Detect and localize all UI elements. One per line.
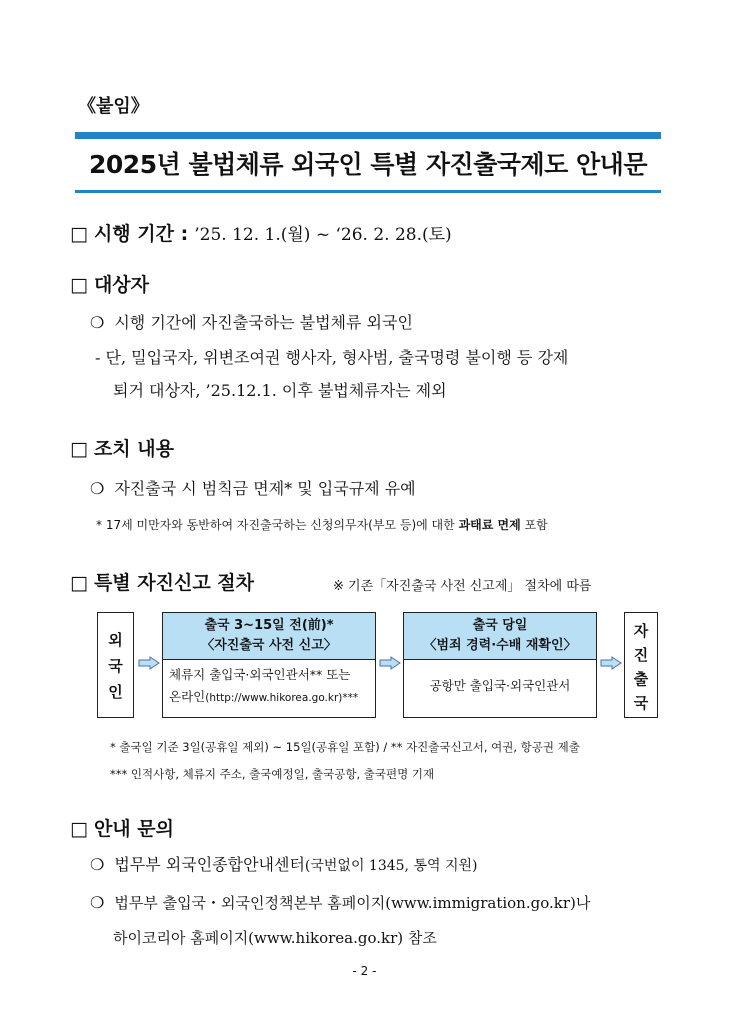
measures-note-suffix: 포함 xyxy=(524,518,548,532)
foreigner-box xyxy=(97,612,134,718)
arrow-right-icon xyxy=(600,656,622,670)
step-departure-day-body: 공항만 출입국·외국인관서 xyxy=(429,678,571,693)
checkbox-icon: □ xyxy=(70,274,88,296)
step-pre-report-title: 출국 3~15일 전(前)* xyxy=(204,618,334,633)
checkbox-icon: □ xyxy=(70,572,88,594)
step-pre-report-online: 온라인 xyxy=(169,689,206,704)
step-pre-report-body xyxy=(163,660,375,713)
step-pre-report-body-line2 xyxy=(169,686,369,709)
arrow-right-icon xyxy=(379,656,401,670)
procedure-reference: ※ 기존「자진출국 사전 신고제」 절차에 따름 xyxy=(333,579,592,594)
targets-item xyxy=(90,310,413,336)
procedure-footnote-1: * 출국일 기준 3일(공휴일 제외) ~ 15일(공휴일 포함) / ** 자진출국신고서, 여권, 항공권 제출 xyxy=(110,740,580,754)
step-departure-day-title: 출국 당일 xyxy=(472,618,528,633)
measures-note-bold: 과태료 면제 xyxy=(458,518,521,532)
self-departure-char: 출 xyxy=(633,670,649,688)
targets-exclusion-line1: - 단, 밀입국자, 위변조여권 행사자, 형사범, 출국명령 불이행 등 강제 xyxy=(95,348,569,367)
section-period xyxy=(70,221,452,248)
inquiry-item-2-line2: 하이코리아 홈페이지(www.hikorea.go.kr) 참조 xyxy=(113,929,437,947)
checkbox-icon: □ xyxy=(70,818,88,840)
targets-exclusion-line2: 퇴거 대상자, ’25.12.1. 이후 불법체류자는 제외 xyxy=(113,381,447,400)
targets-item-text: 시행 기간에 자진출국하는 불법체류 외국인 xyxy=(114,313,413,332)
measures-heading: 조치 내용 xyxy=(93,438,174,460)
step-departure-day-header xyxy=(404,613,596,660)
section-measures xyxy=(70,436,174,462)
checkbox-icon: □ xyxy=(70,223,88,245)
step-departure-day-box xyxy=(403,612,597,718)
page-number: - 2 - xyxy=(352,964,377,978)
period-value: ’25. 12. 1.(월) ~ ‘26. 2. 28.(토) xyxy=(194,225,452,245)
bullet-icon: ❍ xyxy=(90,855,105,874)
attachment-label: 《붙임》 xyxy=(78,96,149,117)
period-heading: 시행 기간 : xyxy=(93,223,189,245)
bullet-icon: ❍ xyxy=(90,479,105,498)
foreigner-char: 인 xyxy=(108,683,123,701)
targets-heading: 대상자 xyxy=(93,274,150,296)
inquiry-item-1-paren: (국번없이 1345, 통역 지원) xyxy=(304,858,478,874)
section-targets xyxy=(70,272,149,298)
step-pre-report-url: (http://www.hikorea.go.kr)*** xyxy=(205,692,359,704)
self-departure-char: 국 xyxy=(633,694,649,712)
step-pre-report-subtitle: 〈자진출국 사전 신고〉 xyxy=(201,638,337,653)
bullet-icon: ❍ xyxy=(90,893,105,912)
measures-item xyxy=(90,476,416,502)
step-pre-report-box xyxy=(162,612,376,718)
arrow-right-icon xyxy=(138,656,160,670)
foreigner-char: 국 xyxy=(108,657,123,675)
inquiry-item-1-main: 법무부 외국인종합안내센터 xyxy=(114,855,305,874)
bullet-icon: ❍ xyxy=(90,313,105,332)
title-bottom-bar xyxy=(75,190,661,193)
step-departure-day-subtitle: 〈범죄 경력·수배 재확인〉 xyxy=(423,638,577,653)
section-inquiry xyxy=(70,816,174,842)
measures-note-prefix: * 17세 미만자와 동반하여 자진출국하는 신청의무자(부모 등)에 대한 xyxy=(96,518,455,532)
measures-item-text: 자진출국 시 범칙금 면제* 및 입국규제 유예 xyxy=(114,479,416,498)
inquiry-heading: 안내 문의 xyxy=(93,818,174,840)
procedure-heading: 특별 자진신고 절차 xyxy=(93,572,255,594)
inquiry-item-1 xyxy=(90,852,477,879)
inquiry-item-2-line1: 법무부 출입국・외국인정책본부 홈페이지(www.immigration.go.kr)나 xyxy=(114,894,591,912)
checkbox-icon: □ xyxy=(70,438,88,460)
procedure-footnote-2: *** 인적사항, 체류지 주소, 출국예정일, 출국공항, 출국편명 기재 xyxy=(110,767,435,781)
foreigner-char: 외 xyxy=(108,631,123,649)
section-procedure xyxy=(70,570,254,596)
page-title: 2025년 불법체류 외국인 특별 자진출국제도 안내문 xyxy=(89,150,647,179)
step-pre-report-body-line1: 체류지 출입국·외국인관서** 또는 xyxy=(169,667,351,682)
self-departure-box xyxy=(624,612,658,718)
self-departure-char: 자 xyxy=(633,622,649,640)
self-departure-char: 진 xyxy=(633,646,649,664)
inquiry-item-2 xyxy=(90,890,590,916)
step-pre-report-header xyxy=(163,613,375,660)
measures-note xyxy=(96,516,548,533)
title-top-bar xyxy=(75,132,661,139)
